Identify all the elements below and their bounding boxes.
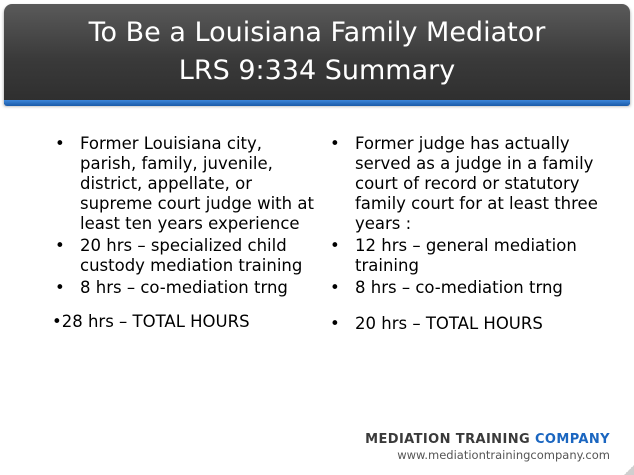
brand-name-part1: MEDIATION TRAINING — [365, 432, 535, 447]
left-item-text: 20 hrs – specialized child custody mediation training — [80, 236, 303, 275]
corner-fold — [624, 465, 634, 475]
bullet: • — [330, 134, 340, 153]
right-column — [330, 134, 600, 336]
title-banner-stripe — [4, 100, 630, 106]
right-total-text: 20 hrs – TOTAL HOURS — [355, 314, 543, 333]
left-item-judge-experience — [55, 134, 315, 234]
left-item-custody-training — [55, 236, 315, 276]
left-item-text: 8 hrs – co-mediation trng — [80, 278, 288, 297]
brand-name-part2: COMPANY — [534, 432, 610, 447]
brand-url: www.mediationtrainingcompany.com — [397, 448, 610, 462]
bullet: • — [55, 278, 65, 297]
bullet: • — [330, 314, 340, 333]
slide-title — [4, 14, 630, 90]
right-item-general-training — [330, 236, 600, 276]
bullet: • — [330, 236, 340, 255]
brand-name — [365, 432, 610, 447]
left-item-co-mediation — [55, 278, 315, 298]
right-item-judge-service — [330, 134, 600, 234]
right-item-text: Former judge has actually served as a judge in a family court of record or statutory family court for at least three years : — [355, 134, 598, 233]
right-item-text: 8 hrs – co-mediation trng — [355, 278, 563, 297]
bullet: • — [55, 236, 65, 255]
spacer — [330, 300, 600, 314]
brand-logo — [365, 432, 610, 462]
left-item-text: Former Louisiana city, parish, family, juvenile, district, appellate, or supreme court judge with at least ten years experience — [80, 134, 314, 233]
right-total-hours — [330, 314, 600, 334]
bullet: • — [55, 134, 65, 153]
right-item-co-mediation — [330, 278, 600, 298]
left-total-hours: •28 hrs – TOTAL HOURS — [52, 312, 250, 331]
left-column — [52, 134, 315, 332]
right-item-text: 12 hrs – general mediation training — [355, 236, 577, 275]
slide-title-line2: LRS 9:334 Summary — [178, 55, 456, 86]
slide-title-line1: To Be a Louisiana Family Mediator — [88, 17, 546, 48]
bullet: • — [330, 278, 340, 297]
